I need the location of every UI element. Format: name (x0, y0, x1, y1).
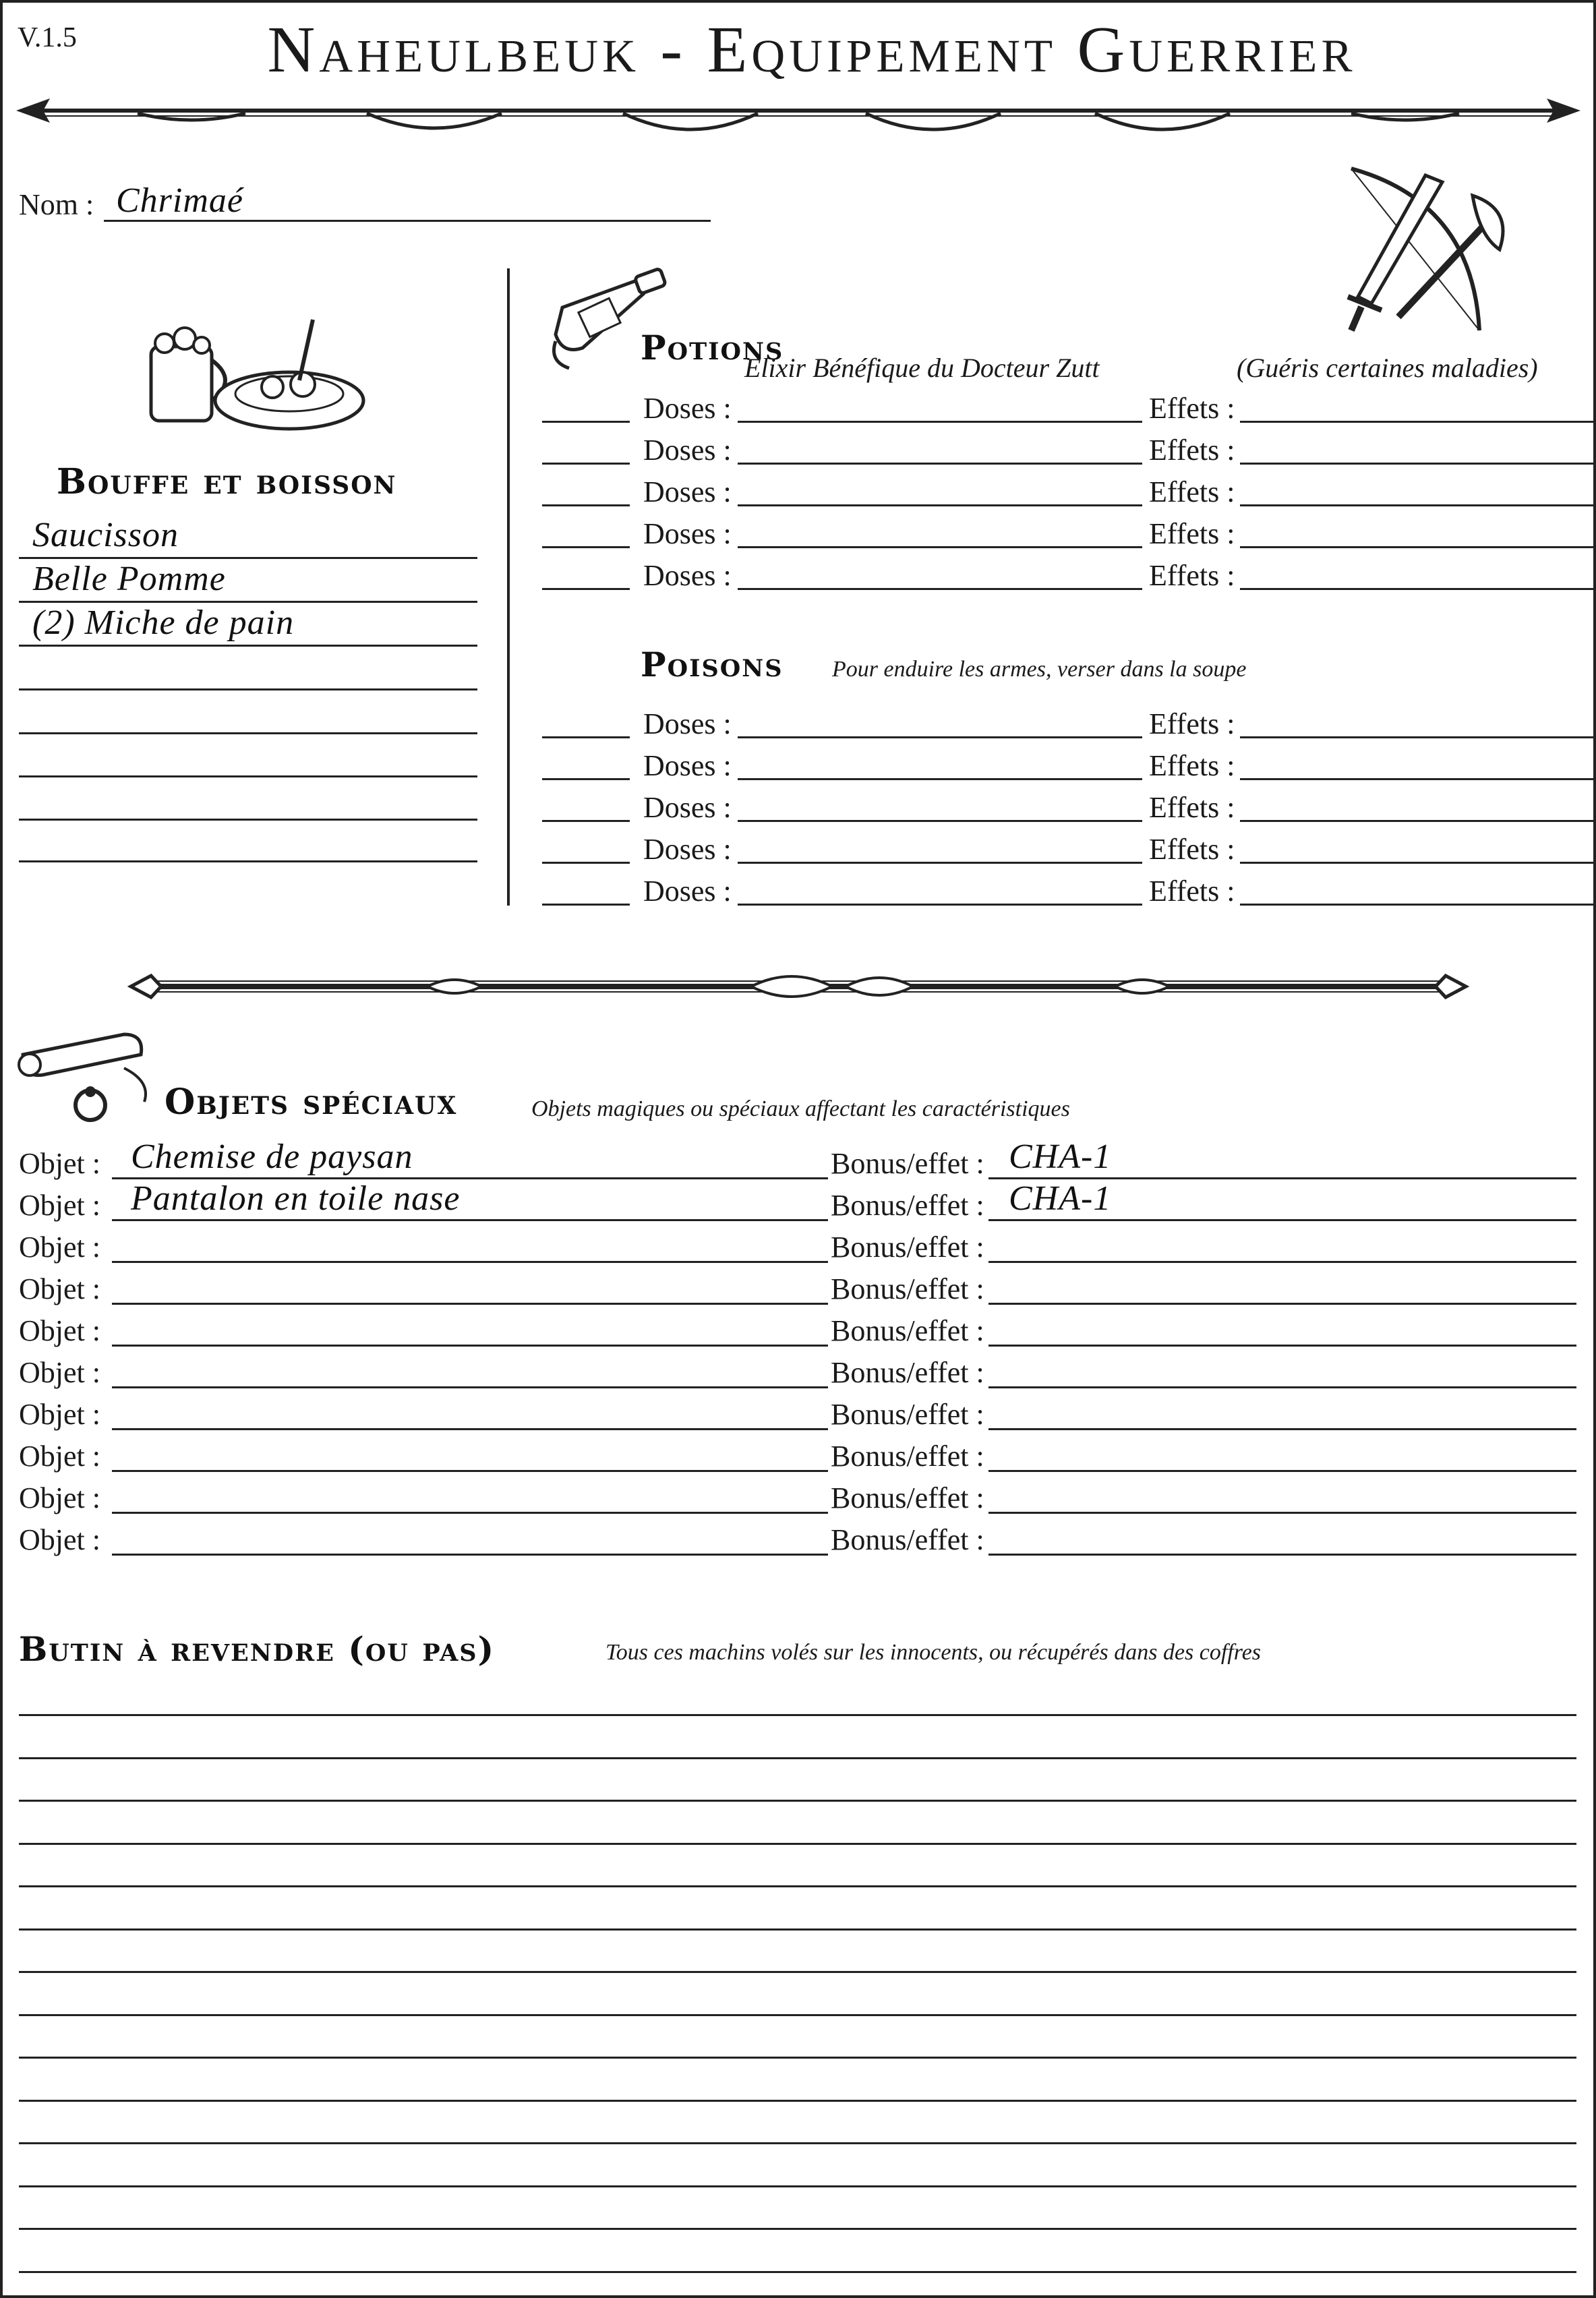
loot-line[interactable] (19, 1843, 1576, 1845)
loot-line[interactable] (19, 1800, 1576, 1802)
loot-line[interactable] (19, 2100, 1576, 2102)
potion-row[interactable]: Doses : Effets : (542, 387, 1596, 429)
food-row[interactable] (19, 777, 477, 820)
food-row[interactable] (19, 819, 477, 862)
special-object-row[interactable]: Objet : Bonus/effet : (19, 1307, 1576, 1349)
food-icon (138, 306, 367, 441)
loot-line[interactable] (19, 1971, 1576, 1973)
staff-divider-icon (131, 964, 1466, 1011)
special-object-row[interactable]: Objet : Bonus/effet : (19, 1432, 1576, 1474)
food-item-value: Saucisson (32, 516, 179, 554)
special-object-row[interactable]: Objet : Bonus/effet : (19, 1390, 1576, 1432)
loot-line[interactable] (19, 2057, 1576, 2059)
name-underline (104, 220, 711, 222)
loot-line[interactable] (19, 2185, 1576, 2187)
loot-section-title: Butin à revendre (ou pas) (19, 1629, 496, 1669)
special-object-row[interactable]: Objet : Bonus/effet : (19, 1265, 1576, 1307)
potion-row[interactable]: Doses : Effets : (542, 471, 1596, 512)
loot-line[interactable] (19, 1885, 1576, 1887)
food-section-title: Bouffe et boisson (57, 461, 397, 502)
food-row[interactable] (19, 690, 477, 734)
potion-note-effect: (Guéris certaines maladies) (1237, 353, 1538, 383)
special-object-row[interactable]: Objet : Chemise de paysan Bonus/effet : CHA-1 (19, 1140, 1576, 1181)
object-value: Chemise de paysan (131, 1138, 413, 1176)
food-item-value: Belle Pomme (32, 560, 226, 598)
version-label: V.1.5 (18, 22, 77, 53)
object-value: Pantalon en toile nase (131, 1179, 461, 1218)
food-row[interactable] (19, 559, 477, 602)
potion-row[interactable]: Doses : Effets : (542, 554, 1596, 596)
special-objects-title: Objets spéciaux (165, 1082, 458, 1123)
poison-row[interactable]: Doses : Effets : (542, 870, 1596, 912)
bonus-value: CHA-1 (1009, 1179, 1112, 1218)
poison-row[interactable]: Doses : Effets : (542, 744, 1596, 786)
special-object-row[interactable]: Objet : Bonus/effet : (19, 1474, 1576, 1516)
poison-row[interactable]: Doses : Effets : (542, 786, 1596, 828)
food-row[interactable] (19, 515, 477, 558)
special-object-row[interactable]: Objet : Bonus/effet : (19, 1349, 1576, 1390)
weapons-icon (1324, 162, 1527, 337)
loot-line[interactable] (19, 2228, 1576, 2230)
bonus-value: CHA-1 (1009, 1138, 1112, 1176)
food-row[interactable] (19, 647, 477, 690)
poison-row[interactable]: Doses : Effets : (542, 828, 1596, 870)
food-item-value: (2) Miche de pain (32, 603, 295, 642)
loot-line[interactable] (19, 2014, 1576, 2016)
scroll-ring-icon (16, 1028, 158, 1129)
arrow-divider-icon (16, 89, 1580, 143)
special-object-row[interactable]: Objet : Pantalon en toile nase Bonus/effet : CHA-1 (19, 1181, 1576, 1223)
special-objects-subtitle: Objets magiques ou spéciaux affectant les caractéristiques (531, 1096, 1070, 1121)
loot-line[interactable] (19, 2271, 1576, 2273)
poisons-section-title: Poisons (641, 645, 784, 684)
poison-row[interactable]: Doses : Effets : (542, 703, 1596, 744)
name-field[interactable]: Chrimaé (116, 181, 243, 220)
special-object-row[interactable]: Objet : Bonus/effet : (19, 1516, 1576, 1558)
potion-row[interactable]: Doses : Effets : (542, 429, 1596, 471)
potion-row[interactable]: Doses : Effets : (542, 512, 1596, 554)
loot-line[interactable] (19, 1714, 1576, 1716)
special-object-row[interactable]: Objet : Bonus/effet : (19, 1223, 1576, 1265)
loot-line[interactable] (19, 2142, 1576, 2144)
poisons-subtitle: Pour enduire les armes, verser dans la soupe (832, 657, 1247, 682)
food-row[interactable] (19, 734, 477, 777)
page-title: Naheulbeuk - Equipement Guerrier (267, 13, 1357, 86)
potions-section-title: Potions (641, 328, 784, 367)
name-label: Nom : (19, 188, 94, 221)
food-row[interactable] (19, 603, 477, 646)
column-separator (507, 268, 510, 906)
loot-subtitle: Tous ces machins volés sur les innocents, ou récupérés dans des coffres (605, 1640, 1262, 1665)
loot-line[interactable] (19, 1757, 1576, 1759)
potion-note-name: Elixir Bénéfique du Docteur Zutt (744, 353, 1100, 383)
loot-line[interactable] (19, 1928, 1576, 1931)
